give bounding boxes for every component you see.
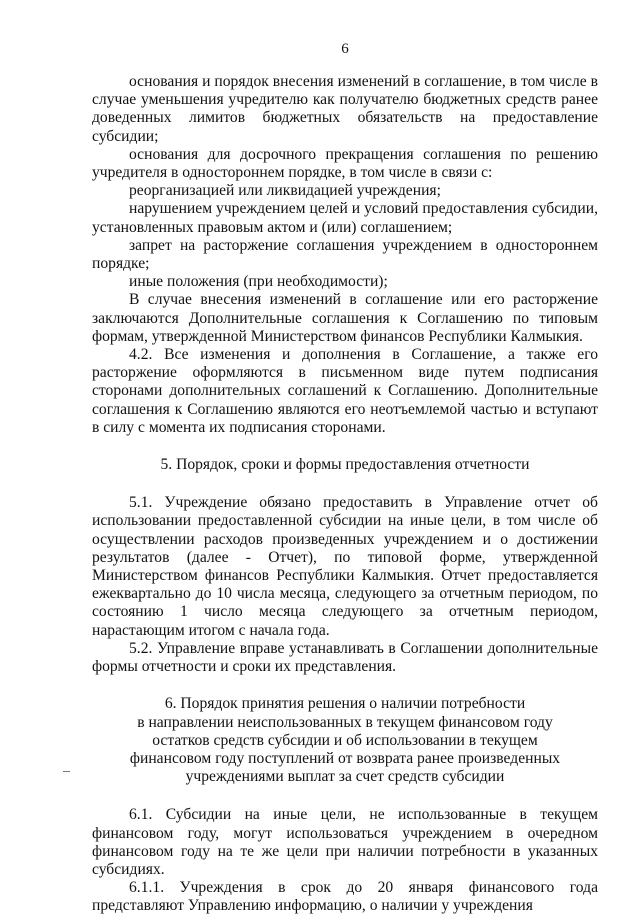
section-5-heading: 5. Порядок, сроки и формы предоставления отчетности: [160, 456, 530, 474]
heading-line: остатков средств субсидии и об использовании в текущем: [152, 731, 538, 749]
heading-line: финансовом году поступлений от возврата ранее произведенных: [129, 749, 561, 767]
paragraph: основания и порядок внесения изменений в соглашение, в том числе в случае уменьшения учредителю как получателю бюджетных средств ранее доведенных лимитов бюджетных обязательств на предоставление субсидии;: [92, 73, 598, 145]
paragraph: основания для досрочного прекращения соглашения по решению учредителя в одностороннем порядке, в том числе в связи с:: [92, 145, 598, 182]
paragraph: реорганизацией или ликвидацией учреждения;: [129, 182, 441, 200]
paragraph: 6.1. Субсидии на иные цели, не использованные в текущем финансовом году, могут использоваться учреждением в очередном финансовом году на те же цели при наличии потребности в указанных субсидиях.: [92, 806, 598, 878]
section-6-heading: [92, 695, 598, 786]
paragraph: нарушением учреждением целей и условий предоставления субсидии, установленных правовым актом и (или) соглашением;: [92, 200, 598, 236]
paragraph: В случае внесения изменений в соглашение или его расторжение заключаются Дополнительные соглашения к Соглашению по типовым формам, утвержденной Министерством финансов Республики Калмыкия.: [92, 291, 598, 345]
page-number: 6: [341, 41, 349, 57]
paragraph: 6.1.1. Учреждения в срок до 20 января финансового года представляют Управлению информацию, о наличии у учреждения: [92, 879, 598, 915]
heading-line: в направлении неиспользованных в текущем финансовом году: [137, 713, 553, 731]
paragraph: иные положения (при необходимости);: [129, 273, 388, 291]
paragraph: запрет на расторжение соглашения учреждением в одностороннем порядке;: [92, 236, 598, 273]
paragraph: 5.2. Управление вправе устанавливать в Соглашении дополнительные формы отчетности и сроки их представления.: [92, 639, 598, 676]
paragraph: 4.2. Все изменения и дополнения в Соглашение, а также его расторжение оформляются в письменном виде путем подписания сторонами дополнительных соглашений к Соглашению. Дополнительные соглашения к Соглашению являются его неотъемлемой частью и вступают в силу с момента их подписания сторонами.: [92, 346, 598, 436]
section-5-body: [92, 494, 598, 676]
heading-line: 6. Порядок принятия решения о наличии потребности: [164, 695, 526, 713]
body-top: [92, 73, 598, 437]
margin-mark: [63, 771, 70, 772]
paragraph: 5.1. Учреждение обязано предоставить в Управление отчет об использовании предоставленной субсидии на иные цели, в том числе об осуществлении расходов произведенных учреждением и о достижении результатов (далее - Отчет), по типовой форме, утвержденной Министерством финансов Республики Калмыкия. Отчет предоставляется ежеквартально до 10 числа месяца, следующего за отчетным периодом, по состоянию 1 число месяца следующего за отчетным периодом, нарастающим итогом с начала года.: [92, 494, 598, 639]
section-6-body: [92, 806, 598, 915]
heading-line: учреждениями выплат за счет средств субсидии: [185, 768, 505, 786]
